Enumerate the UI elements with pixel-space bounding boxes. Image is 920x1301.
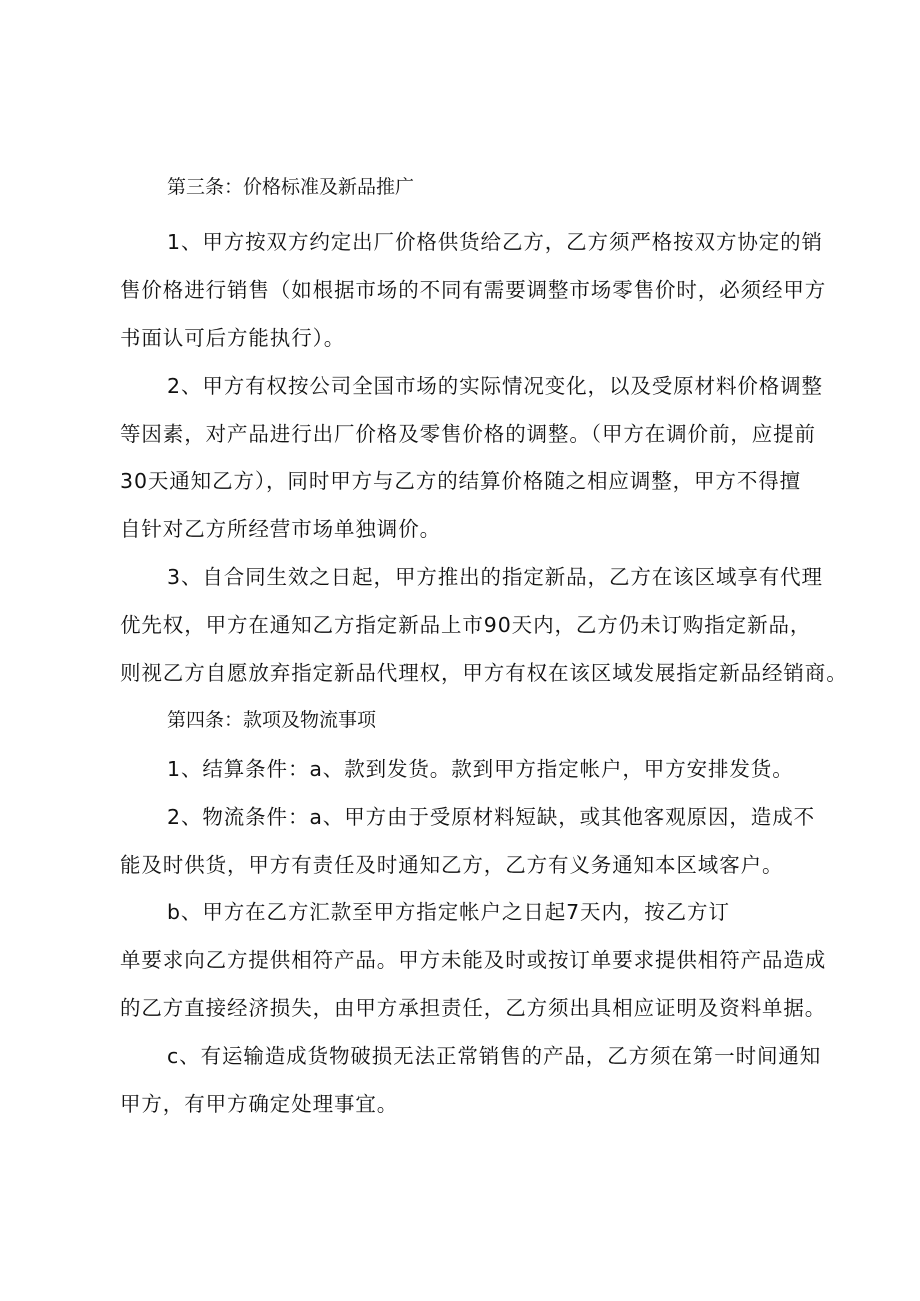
- article-3-heading: 第三条：价格标准及新品推广: [167, 176, 415, 198]
- article-3-para-3-line-1: 3、自合同生效之日起，甲方推出的指定新品，乙方在该区域享有代理: [167, 565, 823, 589]
- article-4-para-2-line-2: 能及时供货，甲方有责任及时通知乙方，乙方有义务通知本区域客户。: [120, 853, 784, 877]
- article-3-para-3-line-3: 则视乙方自愿放弃指定新品代理权，甲方有权在该区域发展指定新品经销商。: [120, 661, 848, 685]
- article-4-para-c-line-2: 甲方，有甲方确定处理事宜。: [120, 1092, 399, 1116]
- article-3-para-2-line-3: 30天通知乙方），同时甲方与乙方的结算价格随之相应调整，甲方不得擅: [120, 469, 802, 493]
- article-4-heading: 第四条：款项及物流事项: [167, 709, 377, 731]
- article-4-para-c-line-1: c、有运输造成货物破损无法正常销售的产品，乙方须在第一时间通知: [167, 1044, 822, 1068]
- article-4-para-1-line-1: 1、结算条件：a、款到发货。款到甲方指定帐户，甲方安排发货。: [167, 757, 794, 781]
- article-4-para-2-line-1: 2、物流条件：a、甲方由于受原材料短缺，或其他客观原因，造成不: [167, 805, 816, 829]
- article-4-para-b-line-1: b、甲方在乙方汇款至甲方指定帐户之日起7天内，按乙方订: [167, 900, 730, 924]
- article-4-para-b-line-2: 单要求向乙方提供相符产品。甲方未能及时或按订单要求提供相符产品造成: [120, 948, 827, 972]
- article-3-para-2-line-2: 等因素，对产品进行出厂价格及零售价格的调整。（甲方在调价前，应提前: [120, 422, 816, 446]
- article-3-para-1-line-2: 售价格进行销售（如根据市场的不同有需要调整市场零售价时，必须经甲方: [120, 278, 827, 302]
- article-4-para-b-line-3: 的乙方直接经济损失，由甲方承担责任，乙方须出具相应证明及资料单据。: [120, 996, 827, 1020]
- article-3-para-1-line-1: 1、甲方按双方约定出厂价格供货给乙方，乙方须严格按双方协定的销: [167, 230, 823, 254]
- article-3-para-2-line-1: 2、甲方有权按公司全国市场的实际情况变化，以及受原材料价格调整: [167, 374, 823, 398]
- article-3-para-1-line-3: 书面认可后方能执行）。: [120, 326, 346, 350]
- article-3-para-2-line-4: 自针对乙方所经营市场单独调价。: [120, 517, 441, 541]
- article-3-para-3-line-2: 优先权，甲方在通知乙方指定新品上市90天内，乙方仍未订购指定新品，: [120, 613, 812, 637]
